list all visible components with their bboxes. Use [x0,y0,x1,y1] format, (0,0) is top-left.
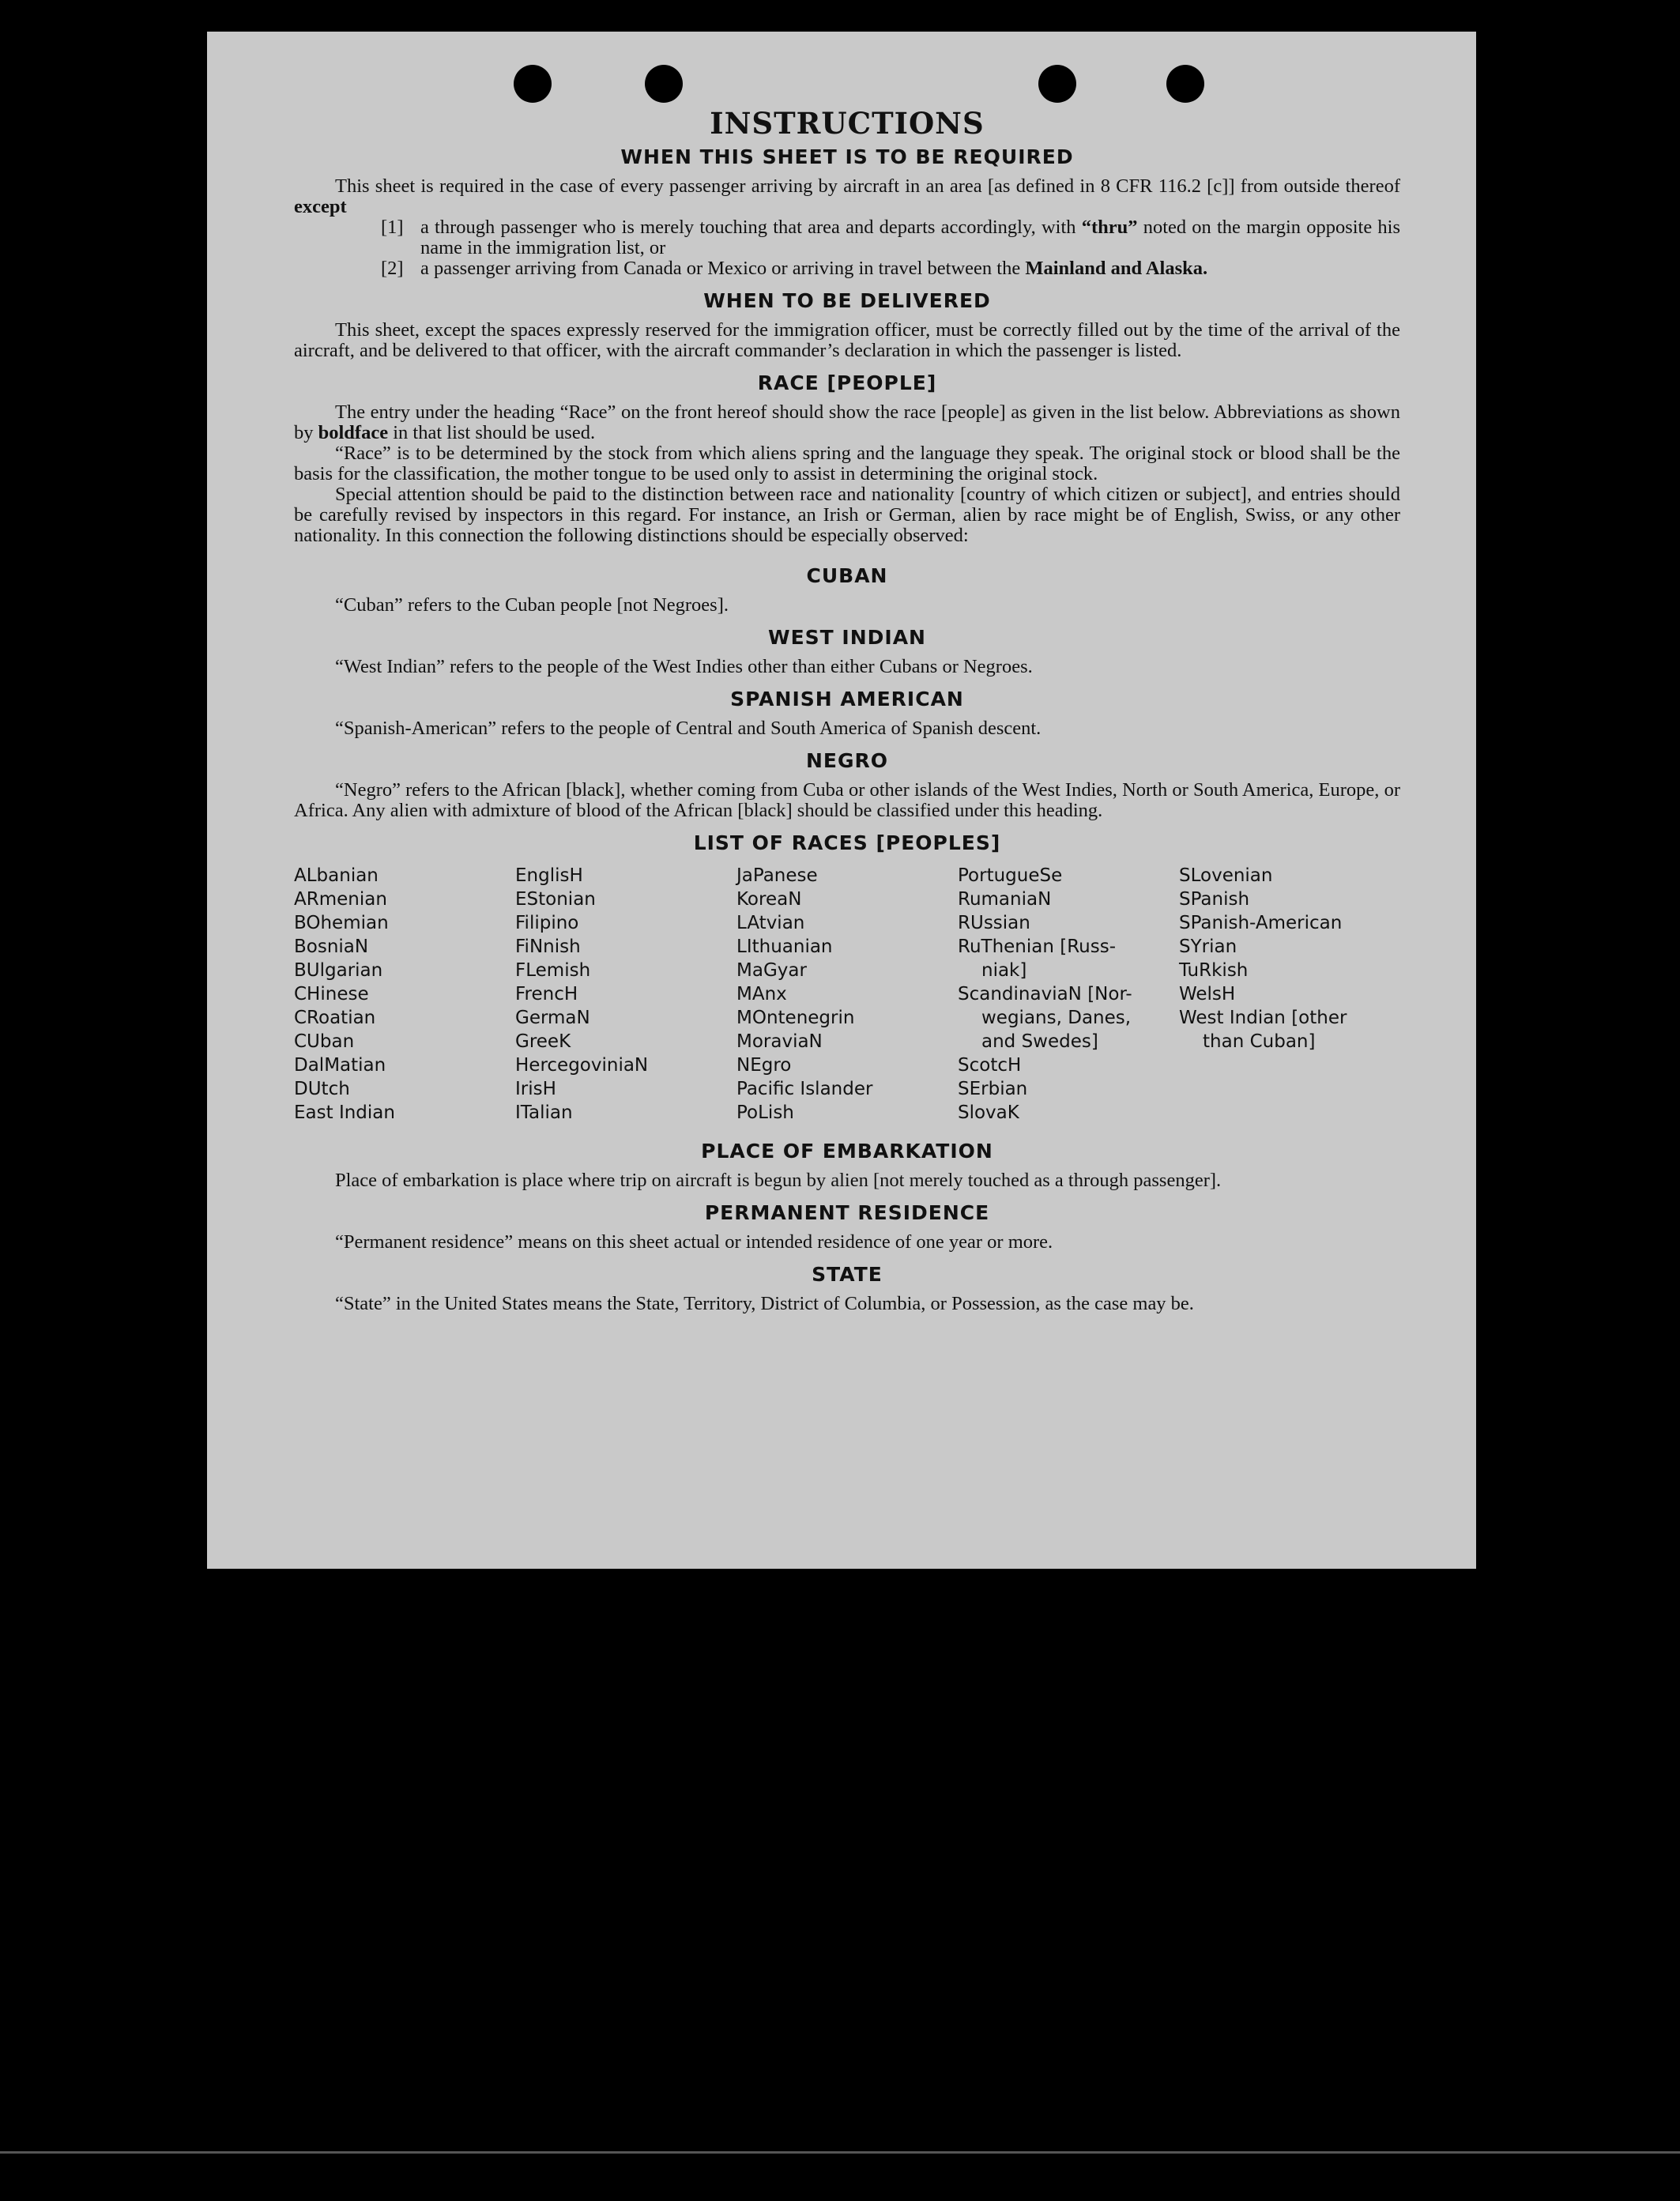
race-column: JaPanese KoreaN LAtvian LIthuanian MaGyar MAnx MOntenegrin MoraviaN NEgro Pacific Islander PoLish [736,865,873,1123]
list-item: [1] a through passenger who is merely touching that area and departs accordingly, with “thru” noted on the margin opposite his name in the immigration list, or [381,217,1401,258]
punch-hole [514,65,552,103]
section-heading: WEST INDIAN [768,626,926,649]
paragraph: Special attention should be paid to the distinction between race and nationality [country of which citizen or subject], and entries should be carefully revised by inspectors in this regard. For instance, an Irish or German, alien by race might be of English, Swiss, or any other nationality. In this connection the following distinctions should be especially observed: [294,484,1400,546]
instruction-sheet [207,32,1476,1569]
section-heading: NEGRO [805,749,889,772]
punch-hole [1038,65,1076,103]
paragraph: Place of embarkation is place where trip on aircraft is begun by alien [not merely touched as a through passenger]. [335,1170,1222,1191]
paragraph: This sheet, except the spaces expressly reserved for the immigration officer, must be correctly filled out by the time of the arrival of the aircraft, and be delivered to that officer, with the aircraft commander’s declaration in which the passenger is listed. [294,319,1400,361]
list-item: [2] a passenger arriving from Canada or Mexico or arriving in travel between the Mainland and Alaska. [381,258,1208,279]
section-heading: SPANISH AMERICAN [730,688,964,710]
paragraph: “Cuban” refers to the Cuban people [not Negroes]. [335,594,729,616]
paragraph: “Permanent residence” means on this sheet actual or intended residence of one year or more. [335,1231,1053,1253]
paragraph: The entry under the heading “Race” on the front hereof should show the race [people] as given in the list below. Abbreviations as shown by boldface in that list should be used. [294,401,1400,443]
race-column: EnglisH EStonian Filipino FiNnish FLemish FrencH GermaN GreeK HercegoviniaN IrisH ITalian [515,865,649,1123]
race-list [294,864,1400,1125]
section-heading: CUBAN [806,564,888,587]
paragraph: “Negro” refers to the African [black], whether coming from Cuba or other islands of the West Indies, North or South America, Europe, or Africa. Any alien with admixture of blood of the African [black] should be classified under this heading. [294,779,1400,821]
section-heading: WHEN TO BE DELIVERED [703,289,991,312]
section-heading: PERMANENT RESIDENCE [704,1201,990,1224]
paragraph: “West Indian” refers to the people of the West Indies other than either Cubans or Negroes. [335,656,1033,677]
race-column: PortugueSe RumaniaN RUssian RuThenian [Russ- niak] ScandinaviaN [Nor- wegians, Danes, and Swedes] ScotcH SErbian SlovaK [958,865,1132,1123]
section-heading: LIST OF RACES [PEOPLES] [693,831,1001,854]
page-title: INSTRUCTIONS [710,106,985,141]
scan-edge-line [0,2151,1680,2154]
race-column: ALbanian ARmenian BOhemian BosniaN BUlgarian CHinese CRoatian CUban DalMatian DUtch East Indian [294,865,395,1123]
paragraph: “Spanish-American” refers to the people of Central and South America of Spanish descent. [335,718,1042,739]
section-heading: PLACE OF EMBARKATION [701,1140,993,1163]
punch-hole [645,65,683,103]
section-heading: RACE [PEOPLE] [757,371,937,394]
race-column: SLovenian SPanish SPanish-American SYrian TuRkish WelsH West Indian [other than Cuban] [1179,865,1347,1052]
paragraph: This sheet is required in the case of every passenger arriving by aircraft in an area [as defined in 8 CFR 116.2 [c]] from outside thereof except [294,175,1400,217]
paragraph: “State” in the United States means the State, Territory, District of Columbia, or Possession, as the case may be. [335,1293,1194,1314]
punch-hole [1166,65,1204,103]
paragraph: “Race” is to be determined by the stock from which aliens spring and the language they speak. The original stock or blood shall be the basis for the classification, the mother tongue to be used only to assist in determining the original stock. [294,443,1400,484]
section-heading: WHEN THIS SHEET IS TO BE REQUIRED [620,145,1074,168]
section-heading: STATE [812,1263,883,1286]
document-body [294,107,1400,1314]
